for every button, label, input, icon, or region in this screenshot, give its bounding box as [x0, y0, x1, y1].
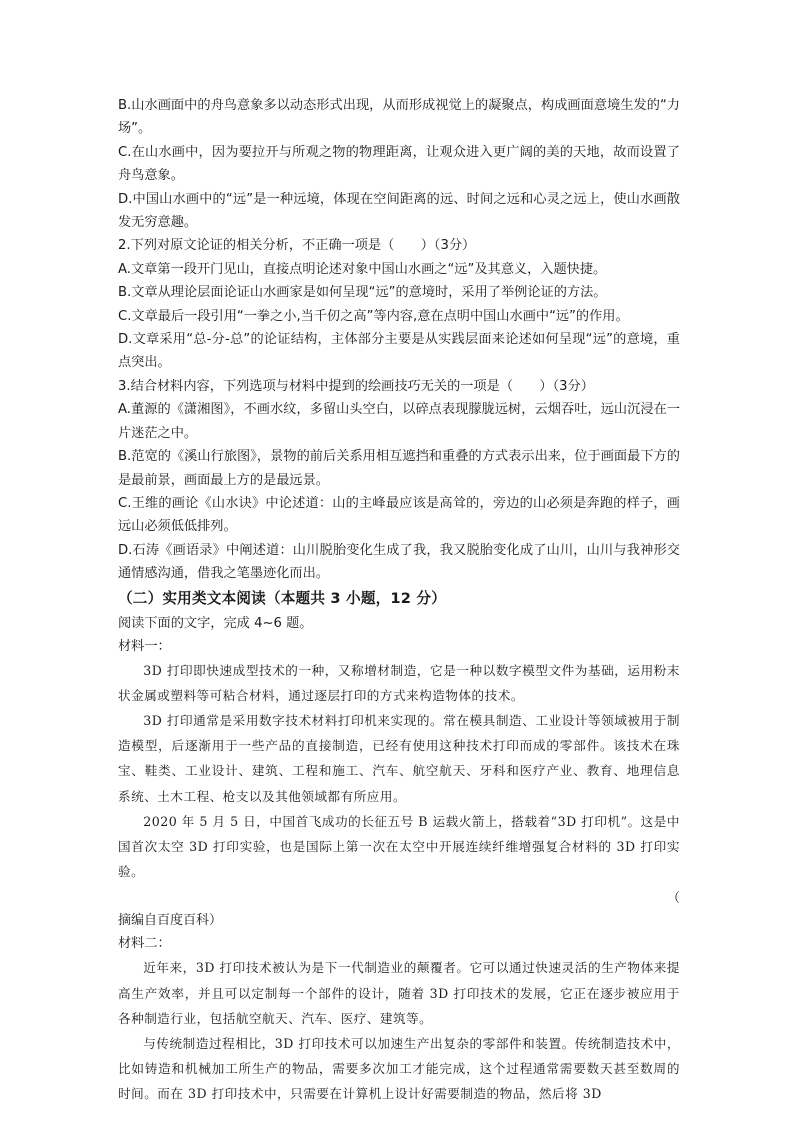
section-title: （二）实用类文本阅读（本题共 3 小题，12 分） [118, 589, 446, 607]
q2-option-b: B.文章从理论层面论证山水画家是如何呈现“远”的意境时，采用了举例论证的方法。 [118, 285, 607, 301]
q2-option-c: C.文章最后一段引用“一拳之小,当千仞之高”等内容,意在点明中国山水画中“远”的作用。 [118, 308, 629, 324]
q2-stem: 2.下列对原文论证的相关分析，不正确一项是（ ）（3分） [118, 238, 476, 254]
q1-option-b: B.山水画面中的舟鸟意象多以动态形式出现，从而形成视觉上的凝聚点，构成画面意境生发的“力场”。 [118, 98, 680, 137]
source-open-paren: （ [666, 891, 680, 907]
q3-option-c: C.王维的画论《山水诀》中论述道：山的主峰最应该是高耸的，旁边的山必须是奔跑的样子，画远山必须低低排列。 [118, 495, 680, 535]
material2-paragraph: 近年来，3D 打印技术被认为是下一代制造业的颠覆者。它可以通过快速灵活的生产物体来提高生产效率，并且可以定制每一个部件的设计，随着 3D 打印技术的发展，它正在逐步被应用于各种制造行业，包括航空航天、汽车、医疗、建筑等。 [118, 960, 680, 1026]
q3-option-b: B.范宽的《溪山行旅图》，景物的前后关系用相互遮挡和重叠的方式表示出来，位于画面最下方的是最前景，画面最上方的是最远景。 [118, 449, 680, 488]
material1-paragraph: 3D 打印即快速成型技术的一种，又称增材制造，它是一种以数字模型文件为基础，运用粉末状金属或塑料等可粘合材料，通过逐层打印的方式来构造物体的技术。 [118, 662, 680, 703]
q3-option-a: A.董源的《潇湘图》，不画水纹，多留山头空白，以碎点表现朦胧远树，云烟吞吐，远山沉浸在一片迷茫之中。 [118, 402, 680, 441]
q1-option-d: D.中国山水画中的“远”是一种远境，体现在空间距离的远、时间之远和心灵之远上，使山水画散发无穷意趣。 [118, 191, 680, 231]
reading-instruction: 阅读下面的文字，完成 4~6 题。 [118, 615, 313, 631]
material2-label: 材料二： [118, 936, 171, 952]
material1-label: 材料一： [118, 638, 171, 654]
material1-paragraph: 2020 年 5 月 5 日，中国首飞成功的长征五号 B 运载火箭上，搭载着“3D 打印机”。这是中国首次太空 3D 打印实验，也是国际上第一次在太空中开展连续纤维增强复合材料的 3D 打印实验。 [118, 813, 680, 880]
material1-paragraph: 3D 打印通常是采用数字技术材料打印机来实现的。常在模具制造、工业设计等领域被用于制造模型，后逐渐用于一些产品的直接制造，已经有使用这种技术打印而成的零部件。该技术在珠宝、鞋类、工业设计、建筑、工程和施工、汽车、航空航天、牙科和医疗产业、教育、地理信息系统、土木工程、枪支以及其他领域都有所应用。 [118, 712, 680, 804]
q1-option-c: C.在山水画中，因为要拉开与所观之物的物理距离，让观众进入更广阔的美的天地，故而设置了舟鸟意象。 [118, 144, 680, 184]
q2-option-d: D.文章采用“总-分-总”的论证结构，主体部分主要是从实践层面来论述如何呈现“远”的意境，重点突出。 [118, 332, 680, 371]
q2-option-a: A.文章第一段开门见山，直接点明论述对象中国山水画之“远”及其意义，入题快捷。 [118, 261, 607, 277]
q3-stem: 3.结合材料内容，下列选项与材料中提到的绘画技巧无关的一项是（ ）（3分） [118, 378, 594, 394]
document-page [118, 94, 680, 1107]
q3-option-d: D.石涛《画语录》中阐述道：山川脱胎变化生成了我，我又脱胎变化成了山川，山川与我神形交通情感沟通，借我之笔墨迹化而出。 [118, 542, 680, 582]
material2-paragraph: 与传统制造过程相比，3D 打印技术可以加速生产出复杂的零部件和装置。传统制造技术中，比如铸造和机械加工所生产的物品，需要多次加工才能完成，这个过程通常需要数天甚至数周的时间。而在 3D 打印技术中，只需要在计算机上设计好需要制造的物品，然后将 3D [118, 1035, 680, 1102]
material1-source: 摘编自百度百科） [118, 913, 223, 929]
